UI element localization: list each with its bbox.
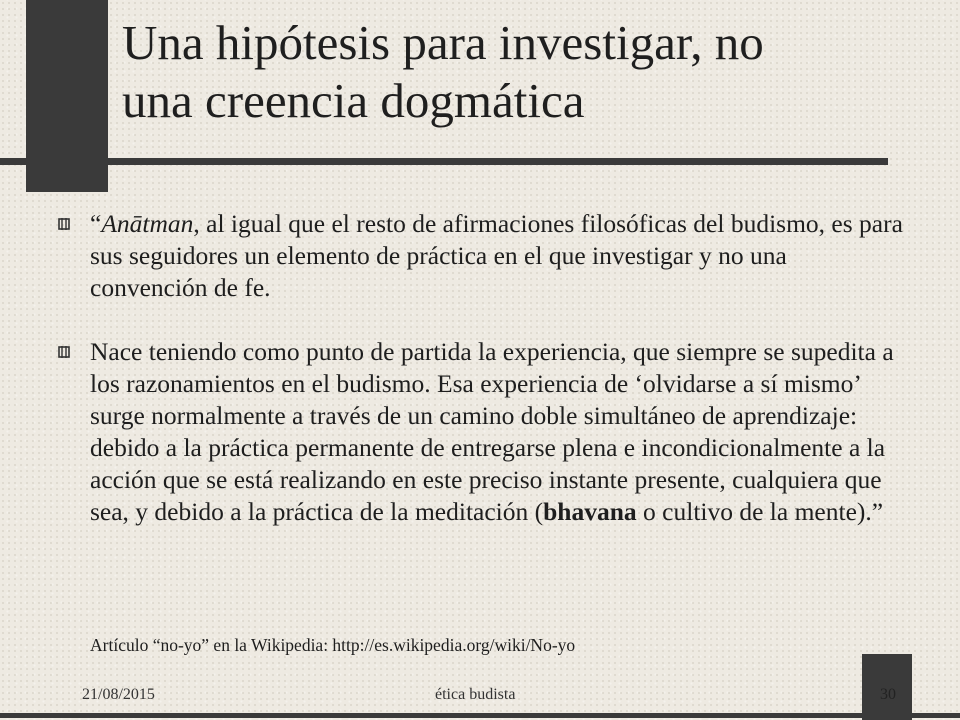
footer-date: 21/08/2015 — [82, 686, 155, 703]
slide-title — [122, 14, 922, 130]
bullet-2-text-after: o cultivo de la mente).” — [636, 497, 884, 526]
open-quote: “ — [90, 209, 102, 238]
term-bhavana: bhavana — [543, 497, 637, 526]
page-number: 30 — [880, 686, 896, 703]
citation: Artículo “no-yo” en la Wikipedia: http://es.wikipedia.org/wiki/No-yo — [90, 635, 576, 655]
bullet-item-1 — [90, 208, 910, 304]
square-bullet-icon — [58, 346, 70, 358]
bullet-item-2 — [90, 336, 910, 528]
footer-title: ética budista — [435, 686, 516, 703]
title-line-1: Una hipótesis para investigar, no — [122, 15, 764, 70]
term-anatman: Anātman — [101, 209, 194, 238]
square-bullet-icon — [58, 218, 70, 230]
bullet-2-text-before: Nace teniendo como punto de partida la experiencia, que siempre se supedita a los razonamientos en el budismo. Esa experiencia de ‘olvidarse a sí mismo’ surge normalmente a través de un camino doble simultáneo de aprendizaje: debido a la práctica permanente de entregarse plena e incondicionalmente a la acción que se está realizando en este preciso instante presente, cualquiera que sea, y debido a la práctica de la meditación ( — [90, 337, 894, 526]
title-line-2: una creencia dogmática — [122, 73, 585, 128]
title-underline-rule — [0, 158, 888, 165]
bullet-1-text: , al igual que el resto de afirmaciones filosóficas del budismo, es para sus seguidores un elemento de práctica en el que investigar y no una convención de fe. — [90, 209, 903, 302]
bottom-rule — [0, 713, 960, 718]
